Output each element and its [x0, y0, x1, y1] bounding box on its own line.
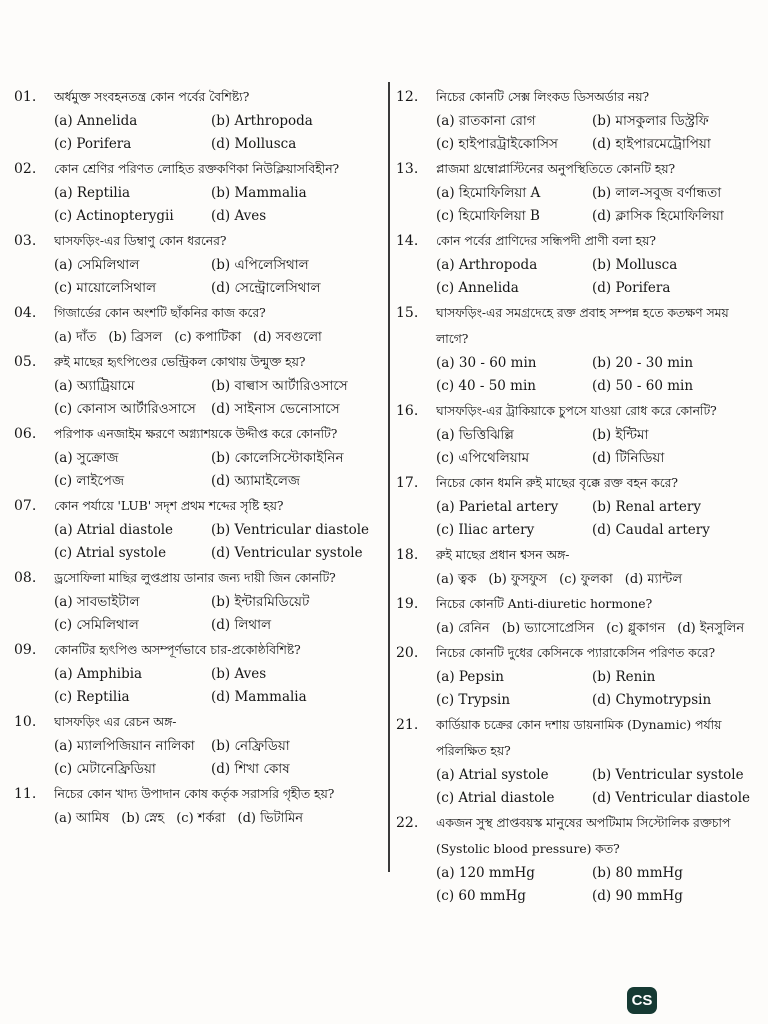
question-text: একজন সুস্থ প্রাপ্তবয়স্ক মানুষের অপটিমাম সিস্টোলিক রক্তচাপ (Systolic blood pressure) কত?: [436, 816, 731, 856]
answer-option: (a) 120 mmHg: [436, 865, 535, 881]
question-04: [14, 300, 378, 349]
answer-option: (c) Reptilia: [54, 689, 130, 705]
question-02: [14, 156, 378, 228]
option-list: [54, 663, 378, 709]
answer-option: (d) 90 mmHg: [592, 888, 683, 904]
answer-option: (d) Mammalia: [211, 689, 307, 705]
answer-option: (b) মাসকুলার ডিস্ট্রফি: [592, 113, 709, 129]
question-text: নিচের কোন খাদ্য উপাদান কোষ কর্তৃক সরাসরি গৃহীত হয়?: [54, 787, 335, 801]
answer-option: (b) ইন্টিমা: [592, 427, 649, 443]
answer-option: (c) সেমিলিথাল: [54, 617, 139, 633]
answer-option: (b) স্নেহ: [121, 811, 165, 826]
question-14: [396, 228, 762, 300]
answer-option: (d) Chymotrypsin: [592, 692, 712, 708]
option-list: [54, 447, 378, 493]
answer-option: (a) ভিত্তিঝিল্লি: [436, 427, 514, 443]
question-15: [396, 300, 762, 398]
answer-option: (b) Ventricular systole: [592, 767, 744, 783]
answer-option: (d) অ্যামাইলেজ: [211, 473, 300, 489]
option-list: [54, 519, 378, 565]
answer-option: (d) Ventricular diastole: [592, 790, 751, 806]
question-20: [396, 640, 762, 712]
question-number: 12.: [396, 89, 419, 105]
answer-option: (c) Trypsin: [436, 692, 511, 708]
question-22: [396, 810, 762, 908]
question-10: [14, 709, 378, 781]
option-list: [54, 375, 378, 421]
answer-option: (a) রেনিন: [436, 621, 490, 636]
option-list: [436, 568, 762, 591]
question-number: 18.: [396, 547, 419, 563]
question-text: কোনটির হৃৎপিণ্ড অসম্পূর্ণভাবে চার-প্রকোষ্ঠবিশিষ্ট?: [54, 643, 301, 657]
answer-option: (d) Caudal artery: [592, 522, 710, 538]
answer-option: (c) মায়োলেসিথাল: [54, 280, 157, 296]
question-text: নিচের কোন ধমনি রুই মাছের বৃক্কে রক্ত বহন করে?: [436, 476, 679, 490]
answer-option: (c) শর্করা: [176, 811, 226, 826]
column-divider: [388, 82, 390, 872]
answer-option: (b) বাল্বাস আর্টারিওসাসে: [211, 378, 348, 394]
question-12: [396, 84, 762, 156]
answer-option: (b) লাল-সবুজ বর্ণান্ধতা: [592, 185, 722, 201]
option-list: [436, 496, 762, 542]
camscanner-logo: CS: [627, 987, 657, 1014]
question-text: নিচের কোনটি দুধের কেসিনকে প্যারাকেসিন পরিণত করে?: [436, 646, 716, 660]
answer-option: (c) এপিথেলিয়াম: [436, 450, 530, 466]
question-number: 16.: [396, 403, 419, 419]
question-number: 02.: [14, 161, 37, 177]
option-list: [54, 110, 378, 156]
question-text: গিজার্ডের কোন অংশটি ছাঁকনির কাজ করে?: [54, 306, 266, 320]
answer-option: (b) কোলেসিস্টোকাইনিন: [211, 450, 344, 466]
option-list: [436, 254, 762, 300]
question-text: ঘাসফড়িং এর রেচন অঙ্গ-: [54, 715, 177, 729]
answer-option: (a) সুক্রোজ: [54, 450, 119, 466]
question-text: ঘাসফড়িং-এর ডিম্বাণু কোন ধরনের?: [54, 234, 227, 248]
answer-option: (c) Actinopterygii: [54, 208, 174, 224]
answer-option: (b) 20 - 30 min: [592, 355, 694, 371]
question-number: 05.: [14, 354, 37, 370]
answer-option: (c) Atrial systole: [54, 545, 167, 561]
option-list: [54, 807, 378, 830]
answer-option: (a) Reptilia: [54, 185, 131, 201]
answer-option: (c) মেটানেফ্রিডিয়া: [54, 761, 156, 777]
question-08: [14, 565, 378, 637]
answer-option: (c) 60 mmHg: [436, 888, 526, 904]
option-list: [436, 110, 762, 156]
option-list: [54, 591, 378, 637]
option-list: [436, 666, 762, 712]
question-number: 22.: [396, 815, 419, 831]
question-number: 03.: [14, 233, 37, 249]
answer-option: (c) Annelida: [436, 280, 519, 296]
question-text: কোন পর্বের প্রাণিদের সন্ধিপদী প্রাণী বলা হয়?: [436, 234, 656, 248]
answer-option: (d) Porifera: [592, 280, 671, 296]
answer-option: (c) ফুলকা: [559, 572, 613, 587]
answer-option: (d) ইনসুলিন: [677, 621, 745, 636]
question-11: [14, 781, 378, 830]
question-03: [14, 228, 378, 300]
question-number: 14.: [396, 233, 419, 249]
question-05: [14, 349, 378, 421]
answer-option: (c) Iliac artery: [436, 522, 535, 538]
answer-option: (b) 80 mmHg: [592, 865, 683, 881]
answer-option: (c) কপাটিকা: [174, 330, 242, 345]
answer-option: (a) দাঁত: [54, 330, 97, 345]
question-text: পরিপাক এনজাইম ক্ষরণে অগ্ন্যাশয়কে উদ্দীপ্ত করে কোনটি?: [54, 427, 338, 441]
question-number: 19.: [396, 596, 419, 612]
answer-option: (b) Aves: [211, 666, 267, 682]
question-text: রুই মাছের হৃৎপিণ্ডের ভেন্ট্রিকল কোথায় উন্মুক্ত হয়?: [54, 355, 306, 369]
answer-option: (d) লিথাল: [211, 617, 272, 633]
question-number: 08.: [14, 570, 37, 586]
question-text: নিচের কোনটি সেক্স লিংকড ডিসঅর্ডার নয়?: [436, 90, 650, 104]
question-number: 10.: [14, 714, 37, 730]
option-list: [436, 617, 762, 640]
question-text: ঘাসফড়িং-এর সমগ্রদেহে রক্ত প্রবাহ সম্পন্ন হতে কতক্ষণ সময় লাগে?: [436, 306, 729, 346]
question-text: অর্ধমুক্ত সংবহনতন্ত্র কোন পর্বের বৈশিষ্ট্য?: [54, 90, 250, 104]
answer-option: (b) ব্রিসল: [108, 330, 163, 345]
question-text: প্লাজমা থ্রম্বোপ্লাস্টিনের অনুপস্থিতিতে কোনটি হয়?: [436, 162, 676, 176]
left-question-column: [14, 84, 378, 830]
answer-option: (a) Parietal artery: [436, 499, 559, 515]
answer-option: (d) Aves: [211, 208, 267, 224]
answer-option: (a) আমিষ: [54, 811, 110, 826]
answer-option: (a) সেমিলিথাল: [54, 257, 140, 273]
option-list: [54, 254, 378, 300]
answer-option: (b) নেফ্রিডিয়া: [211, 738, 290, 754]
answer-option: (b) ভ্যাসোপ্রেসিন: [501, 621, 595, 636]
option-list: [54, 326, 378, 349]
question-number: 06.: [14, 426, 37, 442]
answer-option: (a) Annelida: [54, 113, 138, 129]
option-list: [436, 352, 762, 398]
answer-option: (c) Porifera: [54, 136, 132, 152]
question-text: রুই মাছের প্রধান শ্বসন অঙ্গ-: [436, 548, 570, 562]
question-06: [14, 421, 378, 493]
answer-option: (a) Amphibia: [54, 666, 143, 682]
question-number: 21.: [396, 717, 419, 733]
answer-option: (b) এপিলেসিথাল: [211, 257, 309, 273]
answer-option: (a) ত্বক: [436, 572, 477, 587]
option-list: [54, 182, 378, 228]
question-07: [14, 493, 378, 565]
answer-option: (c) 40 - 50 min: [436, 378, 536, 394]
answer-option: (a) সাবভাইটাল: [54, 594, 140, 610]
question-number: 07.: [14, 498, 37, 514]
question-09: [14, 637, 378, 709]
question-number: 11.: [14, 786, 37, 802]
answer-option: (a) অ্যাট্রিয়ামে: [54, 378, 135, 394]
question-text: কার্ডিয়াক চক্রের কোন দশায় ডায়নামিক (Dynamic) পর্যায় পরিলক্ষিত হয়?: [436, 718, 722, 758]
answer-option: (b) ইন্টারমিডিয়েট: [211, 594, 310, 610]
answer-option: (d) শিখা কোষ: [211, 761, 290, 777]
answer-option: (d) 50 - 60 min: [592, 378, 694, 394]
option-list: [436, 764, 762, 810]
question-17: [396, 470, 762, 542]
answer-option: (d) সেন্ট্রোলেসিথাল: [211, 280, 321, 296]
question-number: 20.: [396, 645, 419, 661]
option-list: [436, 862, 762, 908]
option-list: [54, 735, 378, 781]
answer-option: (d) টিনিডিয়া: [592, 450, 665, 466]
answer-option: (c) কোনাস আর্টারিওসাসে: [54, 401, 196, 417]
question-21: [396, 712, 762, 810]
answer-option: (b) ফুসফুস: [488, 572, 548, 587]
answer-option: (a) রাতকানা রোগ: [436, 113, 536, 129]
answer-option: (d) Ventricular systole: [211, 545, 363, 561]
question-text: কোন শ্রেণির পরিণত লোহিত রক্তকণিকা নিউক্লিয়াসবিহীন?: [54, 162, 340, 176]
answer-option: (b) Renal artery: [592, 499, 701, 515]
answer-option: (a) হিমোফিলিয়া A: [436, 185, 541, 201]
question-text: ঘাসফড়িং-এর ট্রাকিয়াকে চুপসে যাওয়া রোধ করে কোনটি?: [436, 404, 717, 418]
right-question-column: [396, 84, 762, 908]
answer-option: (c) গ্লুকাগন: [606, 621, 666, 636]
question-13: [396, 156, 762, 228]
answer-option: (d) সবগুলো: [253, 330, 322, 345]
answer-option: (d) হাইপারমেট্রোপিয়া: [592, 136, 711, 152]
question-01: [14, 84, 378, 156]
answer-option: (a) 30 - 60 min: [436, 355, 537, 371]
answer-option: (b) Mollusca: [592, 257, 678, 273]
question-text: কোন পর্যায়ে 'LUB' সদৃশ প্রথম শব্দের সৃষ্টি হয়?: [54, 499, 284, 513]
answer-option: (a) ম্যালপিজিয়ান নালিকা: [54, 738, 195, 754]
answer-option: (d) ম্যান্টল: [624, 572, 683, 587]
question-number: 17.: [396, 475, 419, 491]
question-16: [396, 398, 762, 470]
question-number: 15.: [396, 305, 419, 321]
option-list: [436, 424, 762, 470]
question-18: [396, 542, 762, 591]
answer-option: (d) Mollusca: [211, 136, 297, 152]
question-number: 13.: [396, 161, 419, 177]
question-number: 04.: [14, 305, 37, 321]
answer-option: (b) Renin: [592, 669, 656, 685]
answer-option: (c) Atrial diastole: [436, 790, 555, 806]
answer-option: (a) Atrial diastole: [54, 522, 174, 538]
answer-option: (a) Atrial systole: [436, 767, 549, 783]
answer-option: (b) Ventricular diastole: [211, 522, 370, 538]
question-number: 09.: [14, 642, 37, 658]
answer-option: (c) হিমোফিলিয়া B: [436, 208, 540, 224]
question-19: [396, 591, 762, 640]
answer-option: (c) হাইপারট্রাইকোসিস: [436, 136, 558, 152]
answer-option: (b) Arthropoda: [211, 113, 313, 129]
answer-option: (b) Mammalia: [211, 185, 307, 201]
answer-option: (a) Arthropoda: [436, 257, 538, 273]
option-list: [436, 182, 762, 228]
answer-option: (d) ক্লাসিক হিমোফিলিয়া: [592, 208, 724, 224]
question-number: 01.: [14, 89, 37, 105]
question-text: ড্রসোফিলা মাছির লুপ্তপ্রায় ডানার জন্য দায়ী জিন কোনটি?: [54, 571, 336, 585]
answer-option: (c) লাইপেজ: [54, 473, 125, 489]
answer-option: (d) সাইনাস ভেনোসাসে: [211, 401, 340, 417]
answer-option: (d) ভিটামিন: [237, 811, 304, 826]
question-text: নিচের কোনটি Anti-diuretic hormone?: [436, 597, 653, 611]
answer-option: (a) Pepsin: [436, 669, 504, 685]
